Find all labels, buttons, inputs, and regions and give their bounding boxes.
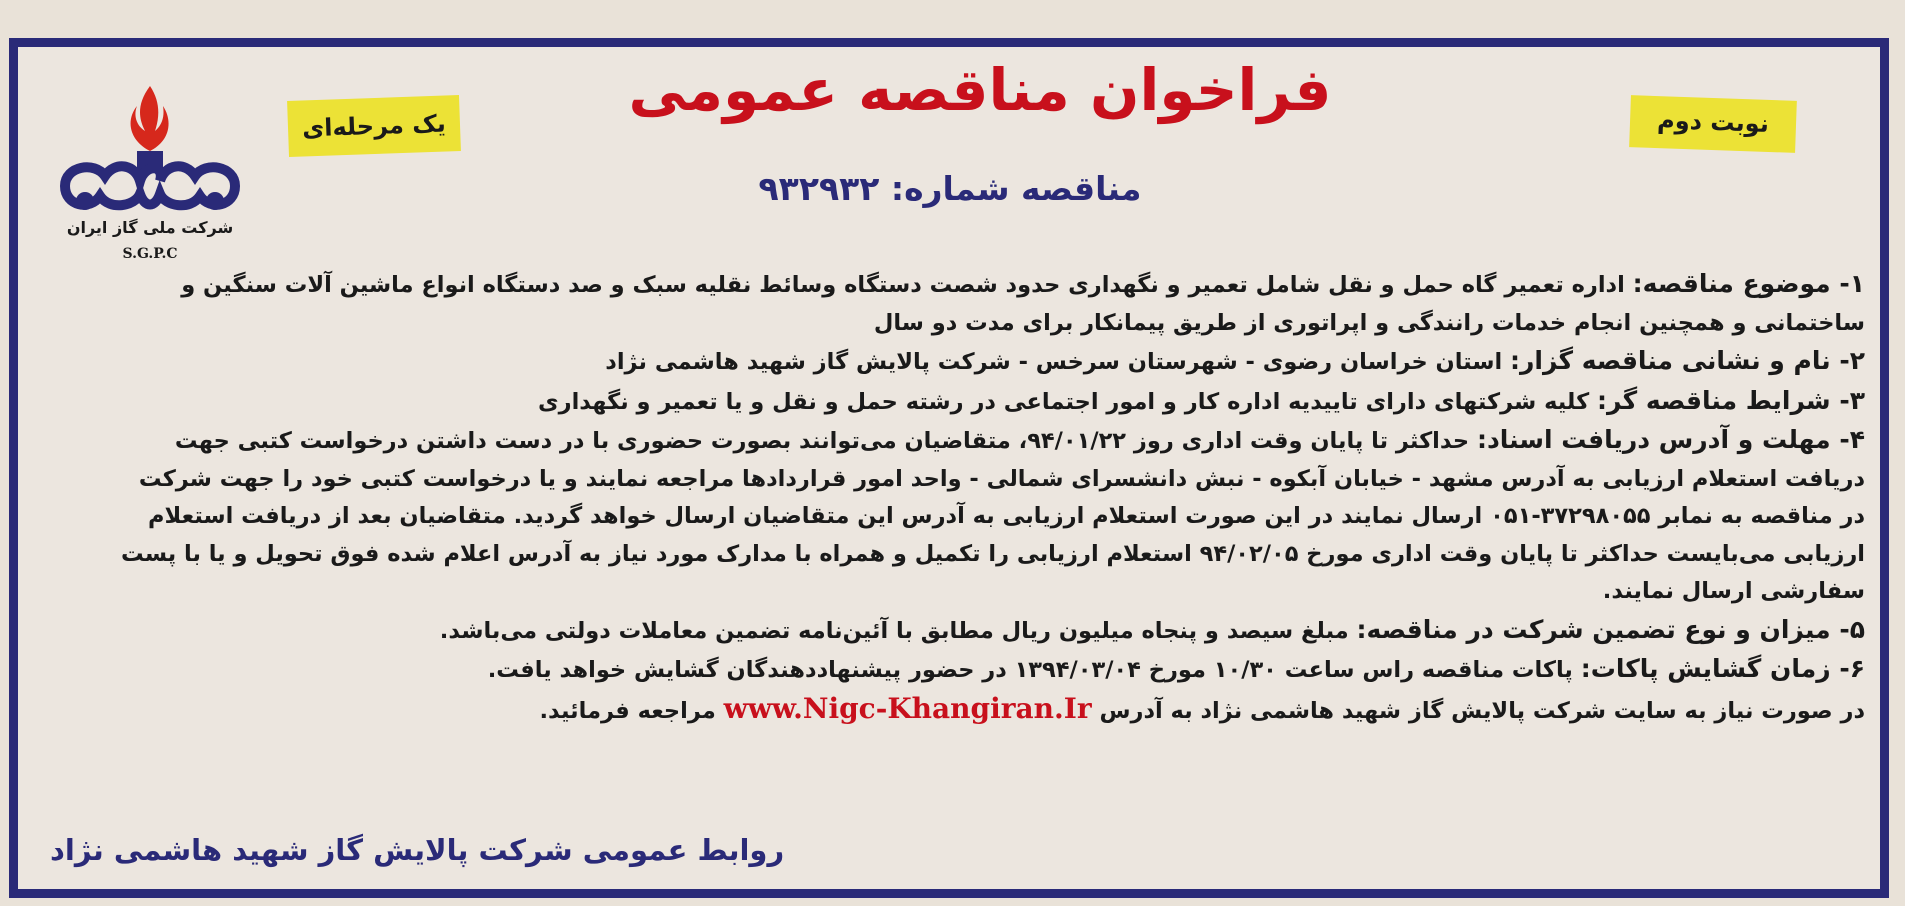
section-5-text: مبلغ سیصد و پنجاه میلیون ریال مطابق با آئین‌نامه تضمین معاملات دولتی می‌باشد. xyxy=(439,617,1349,644)
section-5-label: ۵- میزان و نوع تضمین شرکت در مناقصه: xyxy=(1356,614,1865,644)
section-3-label: ۳- شرایط مناقصه گر: xyxy=(1597,385,1865,415)
section-3-line xyxy=(40,382,1865,422)
section-6-label: ۶- زمان گشایش پاکات: xyxy=(1580,654,1865,683)
section-4-line-2: دریافت استعلام ارزیابی به آدرس مشهد - خیابان آبکوه - نبش دانشسرای شمالی - واحد امور قراردادها مراجعه نمایند و یا درخواست کتبی خود را جهت شرکت xyxy=(138,465,1865,492)
website-line-after: مراجعه فرمائید. xyxy=(539,697,716,724)
section-3-text: کلیه شرکتهای دارای تاییدیه اداره کار و امور اجتماعی در رشته حمل و نقل و یا تعمیر و نگهداری xyxy=(538,388,1590,415)
section-6-text: پاکات مناقصه راس ساعت ۱۰/۳۰ مورخ ۱۳۹۴/۰۳/۰۴ در حضور پیشنهاددهندگان گشایش خواهد یافت. xyxy=(487,657,1573,683)
section-4-text-1: حداکثر تا پایان وقت اداری روز ۹۴/۰۱/۲۲، متقاضیان می‌توانند بصورت حضوری با در دست داشتن درخواست کتبی جهت xyxy=(174,428,1470,454)
single-stage-tag: یک مرحله‌ای xyxy=(287,95,461,157)
logo-abbreviation: S.G.P.C xyxy=(122,246,178,262)
section-4-line-1 xyxy=(40,421,1865,461)
section-2-line xyxy=(40,342,1865,382)
section-4-label: ۴- مهلت و آدرس دریافت اسناد: xyxy=(1476,425,1865,454)
page-title: فراخوان مناقصه عمومی xyxy=(628,56,1332,124)
section-1-line-2: ساختمانی و همچنین انجام خدمات رانندگی و اپراتوری از طریق پیمانکار برای مدت دو سال xyxy=(873,309,1865,336)
website-line-before: در صورت نیاز به سایت شرکت پالایش گاز شهید هاشمی نژاد به آدرس xyxy=(1099,697,1865,724)
section-2-label: ۲- نام و نشانی مناقصه گزار: xyxy=(1510,346,1865,375)
section-6-line xyxy=(40,650,1865,690)
section-4-line-5: سفارشی ارسال نمایند. xyxy=(1602,578,1865,604)
logo-company-name: شرکت ملی گاز ایران xyxy=(66,218,234,237)
section-4-line-4: ارزیابی می‌بایست حداکثر تا پایان وقت اداری مورخ ۹۴/۰۲/۰۵ استعلام ارزیابی را تکمیل و همراه با مدارک مورد نیاز به آدرس اعلام شده فوق تحویل و یا با پست xyxy=(121,540,1865,567)
section-1-line-1 xyxy=(40,265,1865,305)
website-line xyxy=(40,690,1865,731)
footer-signature: روابط عمومی شرکت پالایش گاز شهید هاشمی نژاد xyxy=(50,833,785,867)
notice-body xyxy=(40,265,1865,730)
tender-number: مناقصه شماره: ۹۳۲۹۳۲ xyxy=(758,169,1142,208)
section-4-line-3: در مناقصه به نمابر ۳۷۲۹۸۰۵۵-۰۵۱ ارسال نمایند در این صورت استعلام ارزیابی به آدرس این متقاضیان ارسال خواهد گردید. متقاضیان بعد از دریافت استعلام xyxy=(148,503,1865,529)
section-1-label: ۱- موضوع مناقصه: xyxy=(1632,269,1865,298)
nigc-logo-icon xyxy=(45,76,255,266)
section-2-text: استان خراسان رضوی - شهرستان سرخس - شرکت پالایش گاز شهید هاشمی نژاد xyxy=(605,349,1503,375)
website-link[interactable]: www.Nigc-Khangiran.Ir xyxy=(723,691,1092,725)
second-round-tag: نوبت دوم xyxy=(1629,95,1797,153)
section-1-text: اداره تعمیر گاه حمل و نقل شامل تعمیر و نگهداری حدود شصت دستگاه وسائط نقلیه سبک و صد دستگاه انواع ماشین آلات سنگین و xyxy=(181,272,1625,298)
section-5-line xyxy=(40,611,1865,651)
